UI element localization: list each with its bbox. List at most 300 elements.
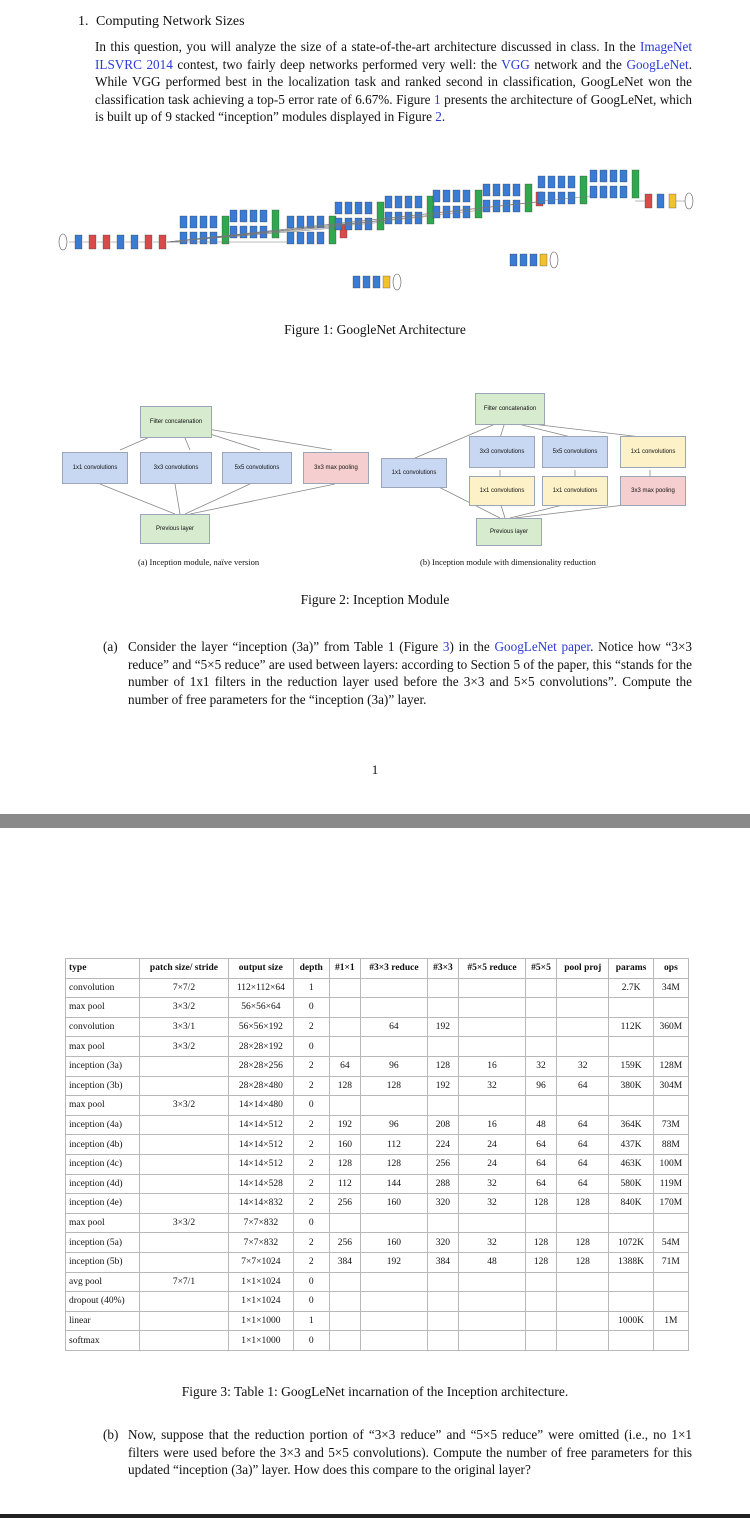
table-cell — [329, 1213, 361, 1233]
inception-conv — [190, 216, 197, 228]
reduced-1x1-before-5x5: 1x1 convolutions — [542, 476, 608, 506]
table-cell: 96 — [361, 1056, 428, 1076]
table-cell — [361, 1096, 428, 1116]
table-cell: 64 — [525, 1154, 557, 1174]
table-cell: 32 — [459, 1233, 526, 1253]
output-node — [685, 193, 693, 209]
inception-conv — [345, 202, 352, 214]
inception-conv — [297, 216, 304, 228]
table-cell: 170M — [653, 1194, 688, 1214]
table-cell: inception (3b) — [66, 1076, 140, 1096]
inception-concat — [580, 176, 587, 204]
naive-5x5-conv: 5x5 convolutions — [222, 452, 292, 484]
table-cell: inception (4b) — [66, 1135, 140, 1155]
figure3-ref[interactable]: 3 — [442, 639, 450, 654]
table-cell: 24 — [459, 1135, 526, 1155]
inception-conv — [415, 196, 422, 208]
inception-conv — [250, 226, 257, 238]
table-cell: avg pool — [66, 1272, 140, 1292]
reduced-previous-layer: Previous layer — [476, 518, 542, 546]
figure3-caption: Figure 3: Table 1: GoogLeNet incarnation of the Inception architecture. — [181, 1384, 569, 1399]
inception-conv — [483, 200, 490, 212]
table-cell: 71M — [653, 1252, 688, 1272]
inception-conv — [590, 186, 597, 198]
table-cell: 14×14×512 — [228, 1115, 293, 1135]
table-cell: 1 — [293, 978, 329, 998]
table-cell: 112K — [609, 1017, 653, 1037]
table-cell: 56×56×192 — [228, 1017, 293, 1037]
table-cell: 320 — [427, 1233, 459, 1253]
inception-conv — [453, 190, 460, 202]
table-cell: 32 — [557, 1056, 609, 1076]
inception-conv — [483, 184, 490, 196]
table-cell: 3×3/1 — [140, 1017, 229, 1037]
table-cell — [329, 1272, 361, 1292]
table-cell: 380K — [609, 1076, 653, 1096]
table-cell — [140, 1233, 229, 1253]
table-cell: 32 — [459, 1174, 526, 1194]
table-cell: 256 — [427, 1154, 459, 1174]
table-cell — [361, 998, 428, 1018]
reduced-3x3-conv: 3x3 convolutions — [469, 436, 535, 468]
table-cell — [329, 1037, 361, 1057]
part-b-text: Now, suppose that the reduction portion of “3×3 reduce” and “5×5 reduce” were omitted (i.e., no 1×1 filters were used before the 3×3 and 5×5 convolutions). Compute the number of free parameters for this updated “inception (3a)” layer. How does this compare to the original layer? — [128, 1427, 692, 1478]
table-cell — [459, 978, 526, 998]
table-cell: inception (5b) — [66, 1252, 140, 1272]
aux-layer — [510, 254, 517, 266]
table-cell — [361, 1213, 428, 1233]
table-cell — [427, 1311, 459, 1331]
table-cell — [525, 1311, 557, 1331]
figure1-caption: Figure 1: GoogleNet Architecture — [284, 322, 466, 337]
aux-output-node — [393, 274, 401, 290]
table-cell: 7×7/2 — [140, 978, 229, 998]
inception-concat — [222, 216, 229, 244]
table-cell: 64 — [557, 1135, 609, 1155]
table-cell: 320 — [427, 1194, 459, 1214]
table-cell: 128 — [361, 1154, 428, 1174]
table-cell: 1M — [653, 1311, 688, 1331]
table-cell: 128 — [329, 1076, 361, 1096]
table-cell: inception (4e) — [66, 1194, 140, 1214]
table-cell — [459, 1311, 526, 1331]
googlenet-table — [65, 958, 689, 1351]
table-cell — [140, 1311, 229, 1331]
table-cell: 128 — [525, 1233, 557, 1253]
stem-layer — [103, 235, 110, 249]
table-cell: 1072K — [609, 1233, 653, 1253]
final-avgpool — [645, 194, 652, 208]
table-header-cell: type — [66, 959, 140, 979]
googlenet-paper-link[interactable]: GoogLeNet paper — [494, 639, 591, 654]
table-cell — [427, 1331, 459, 1351]
table-cell — [140, 1135, 229, 1155]
table-cell — [459, 1272, 526, 1292]
table-cell — [140, 1194, 229, 1214]
table-cell: 0 — [293, 1331, 329, 1351]
table-header-cell: ops — [653, 959, 688, 979]
inception-conv — [385, 196, 392, 208]
table-cell: 1 — [293, 1311, 329, 1331]
inception-conv — [405, 196, 412, 208]
inception-conv — [250, 210, 257, 222]
aux-output-node — [550, 252, 558, 268]
table-cell: 3×3/2 — [140, 1096, 229, 1116]
table-cell — [557, 1037, 609, 1057]
bottom-edge — [0, 1514, 750, 1518]
inception-conv — [610, 170, 617, 182]
inception-conv — [453, 206, 460, 218]
stem-layer — [89, 235, 96, 249]
inception-conv — [395, 196, 402, 208]
table-cell — [140, 1331, 229, 1351]
table-cell — [361, 978, 428, 998]
table-cell: 2 — [293, 1017, 329, 1037]
table-cell: 0 — [293, 998, 329, 1018]
table-cell: 64 — [329, 1056, 361, 1076]
inception-conv — [443, 190, 450, 202]
inception-conv — [240, 210, 247, 222]
table-cell: 580K — [609, 1174, 653, 1194]
inception-conv — [600, 186, 607, 198]
inception-conv — [433, 190, 440, 202]
inception-conv — [620, 186, 627, 198]
table-cell: 24 — [459, 1154, 526, 1174]
figure1-ref[interactable]: 1 — [434, 91, 441, 107]
table-cell: dropout (40%) — [66, 1292, 140, 1312]
table-cell — [609, 1213, 653, 1233]
table-cell — [427, 1096, 459, 1116]
table-cell: 1×1×1000 — [228, 1311, 293, 1331]
table-cell — [361, 1272, 428, 1292]
inception-conv — [240, 226, 247, 238]
question-number: 1. — [78, 14, 89, 29]
table-cell — [329, 998, 361, 1018]
stem-layer — [145, 235, 152, 249]
table-cell: inception (4c) — [66, 1154, 140, 1174]
table-cell — [427, 1037, 459, 1057]
table-cell — [361, 1292, 428, 1312]
inception-conv — [568, 176, 575, 188]
table-row — [66, 1037, 689, 1057]
table-cell: 192 — [361, 1252, 428, 1272]
table-cell — [361, 1311, 428, 1331]
table-row — [66, 1292, 689, 1312]
table-cell — [361, 1331, 428, 1351]
table-cell: 384 — [329, 1252, 361, 1272]
aux-softmax — [540, 254, 547, 266]
table-cell: 128 — [525, 1194, 557, 1214]
inception-conv — [355, 202, 362, 214]
stem-layer — [131, 235, 138, 249]
inception-conv — [180, 216, 187, 228]
table-cell — [427, 978, 459, 998]
table-cell: 64 — [525, 1174, 557, 1194]
table-cell: 3×3/2 — [140, 1213, 229, 1233]
table-cell: 112×112×64 — [228, 978, 293, 998]
table-cell: 437K — [609, 1135, 653, 1155]
part-a-label: (a) — [103, 639, 118, 654]
table-cell: 64 — [525, 1135, 557, 1155]
table-cell — [329, 1096, 361, 1116]
figure2-caption: Figure 2: Inception Module — [300, 592, 450, 607]
table-cell: 192 — [427, 1076, 459, 1096]
table-cell — [329, 1292, 361, 1312]
table-cell: inception (4a) — [66, 1115, 140, 1135]
table-cell — [459, 998, 526, 1018]
table-cell — [140, 1076, 229, 1096]
part-b-label: (b) — [103, 1427, 119, 1442]
table-cell — [140, 1292, 229, 1312]
imagenet-link[interactable]: ImageNet ILSVRC 2014 — [95, 39, 692, 72]
table-cell: 7×7×832 — [228, 1213, 293, 1233]
table-cell: 128 — [525, 1252, 557, 1272]
table-cell: 128 — [361, 1076, 428, 1096]
table-cell: 3×3/2 — [140, 998, 229, 1018]
inception-conv — [513, 184, 520, 196]
googlenet-link[interactable]: GoogLeNet — [626, 56, 689, 72]
final-softmax — [669, 194, 676, 208]
table-cell: 14×14×528 — [228, 1174, 293, 1194]
reduced-max-pool: 3x3 max pooling — [620, 476, 686, 506]
table-cell: 16 — [459, 1115, 526, 1135]
table-cell: max pool — [66, 1037, 140, 1057]
table-cell: 1×1×1000 — [228, 1331, 293, 1351]
reduced-1x1-conv-left: 1x1 convolutions — [381, 458, 447, 488]
table-cell: convolution — [66, 978, 140, 998]
table-cell: 14×14×512 — [228, 1154, 293, 1174]
table-cell — [653, 1213, 688, 1233]
inception-conv — [538, 176, 545, 188]
table-cell — [329, 978, 361, 998]
table-cell: 2 — [293, 1076, 329, 1096]
table-cell — [427, 1272, 459, 1292]
naive-previous-layer: Previous layer — [140, 514, 210, 544]
aux-layer — [520, 254, 527, 266]
table-cell — [653, 1331, 688, 1351]
reduced-subcaption: (b) Inception module with dimensionality reduction — [420, 557, 596, 567]
inception-conv — [297, 232, 304, 244]
table-cell: 288 — [427, 1174, 459, 1194]
table-cell — [525, 1292, 557, 1312]
table-cell: inception (4d) — [66, 1174, 140, 1194]
table-cell: 7×7/1 — [140, 1272, 229, 1292]
inception-conv — [503, 200, 510, 212]
reduced-1x1-conv-right: 1x1 convolutions — [620, 436, 686, 468]
table-cell — [653, 1272, 688, 1292]
table-cell: 32 — [459, 1076, 526, 1096]
table-cell: 2.7K — [609, 978, 653, 998]
table-cell: 3×3/2 — [140, 1037, 229, 1057]
table-row — [66, 1017, 689, 1037]
table-cell — [459, 1213, 526, 1233]
input-node — [59, 234, 67, 250]
inception-conv — [287, 216, 294, 228]
inception-conv — [335, 202, 342, 214]
table-cell — [525, 978, 557, 998]
inception-conv — [200, 216, 207, 228]
table-cell: 2 — [293, 1194, 329, 1214]
table-row — [66, 1135, 689, 1155]
table-cell: 364K — [609, 1115, 653, 1135]
googlenet-table-container — [65, 958, 689, 1351]
table-cell: 7×7×1024 — [228, 1252, 293, 1272]
table-cell — [557, 1311, 609, 1331]
table-cell: 16 — [459, 1056, 526, 1076]
table-cell — [525, 998, 557, 1018]
table-cell — [525, 1331, 557, 1351]
table-cell — [557, 1331, 609, 1351]
reduced-5x5-conv: 5x5 convolutions — [542, 436, 608, 468]
table-cell: max pool — [66, 998, 140, 1018]
table-cell — [427, 1213, 459, 1233]
question-heading — [78, 14, 245, 30]
table-row — [66, 1233, 689, 1253]
table-cell: 128M — [653, 1056, 688, 1076]
inception-concat — [632, 170, 639, 198]
table-cell: 7×7×832 — [228, 1233, 293, 1253]
inception-concat — [272, 210, 279, 238]
table-cell — [609, 1331, 653, 1351]
inception-conv — [600, 170, 607, 182]
naive-subcaption: (a) Inception module, naïve version — [138, 557, 260, 567]
table-cell: 2 — [293, 1252, 329, 1272]
table-cell — [557, 1292, 609, 1312]
figure2-ref[interactable]: 2 — [435, 109, 442, 125]
table-header-cell: #1×1 — [329, 959, 361, 979]
table-header-cell: #3×3 reduce — [361, 959, 428, 979]
table-cell: 88M — [653, 1135, 688, 1155]
page-number: 1 — [371, 762, 379, 777]
table-header-cell: depth — [293, 959, 329, 979]
stem-layer — [117, 235, 124, 249]
inception-conv — [548, 176, 555, 188]
vgg-link[interactable]: VGG — [501, 56, 530, 72]
table-cell: 463K — [609, 1154, 653, 1174]
table-cell: 54M — [653, 1233, 688, 1253]
table-cell: 14×14×512 — [228, 1135, 293, 1155]
table-row — [66, 1076, 689, 1096]
table-cell: 160 — [361, 1194, 428, 1214]
table-cell: 0 — [293, 1213, 329, 1233]
inception-conv — [317, 232, 324, 244]
aux-layer — [373, 276, 380, 288]
table-cell: 384 — [427, 1252, 459, 1272]
stem-layer — [159, 235, 166, 249]
table-cell — [525, 1096, 557, 1116]
table-cell: 256 — [329, 1194, 361, 1214]
table-row — [66, 1096, 689, 1116]
table-cell: 192 — [329, 1115, 361, 1135]
table-cell — [459, 1037, 526, 1057]
table-cell — [459, 1017, 526, 1037]
table-cell: 1000K — [609, 1311, 653, 1331]
table-cell — [329, 1311, 361, 1331]
inception-conv — [365, 202, 372, 214]
table-cell: 64 — [557, 1154, 609, 1174]
table-cell: 119M — [653, 1174, 688, 1194]
table-cell — [140, 1056, 229, 1076]
table-cell: 32 — [459, 1194, 526, 1214]
stem-layer — [75, 235, 82, 249]
table-cell: 96 — [361, 1115, 428, 1135]
table-cell: 128 — [329, 1154, 361, 1174]
inception-conv — [433, 206, 440, 218]
table-cell — [459, 1292, 526, 1312]
table-cell: 2 — [293, 1056, 329, 1076]
table-cell: 32 — [525, 1056, 557, 1076]
table-cell: 160 — [329, 1135, 361, 1155]
page-separator — [0, 814, 750, 828]
table-header-cell: pool proj — [557, 959, 609, 979]
inception-conv — [538, 192, 545, 204]
table-cell: 2 — [293, 1154, 329, 1174]
table-cell: 304M — [653, 1076, 688, 1096]
table-cell: 48 — [525, 1115, 557, 1135]
table-row — [66, 1311, 689, 1331]
table-cell: 0 — [293, 1096, 329, 1116]
intro-paragraph: In this question, you will analyze the size of a state-of-the-art architecture discussed in class. In the ImageNet ILSVRC 2014 contest, two fairly deep networks performed very well: the VGG network and the GoogLeNet. While VGG performed best in the localization task and ranked second in classification, GoogLeNet won the classification task achieving a top-5 error rate of 6.67%. Figure 1 presents the architecture of GoogLeNet, which is built up of 9 stacked “inception” modules displayed in Figure 2. — [95, 39, 692, 125]
table-cell: 208 — [427, 1115, 459, 1135]
table-cell — [361, 1037, 428, 1057]
table-cell — [609, 1037, 653, 1057]
table-cell: 2 — [293, 1115, 329, 1135]
table-cell: 34M — [653, 978, 688, 998]
table-cell — [557, 1272, 609, 1292]
table-cell: 14×14×832 — [228, 1194, 293, 1214]
inception-conv — [230, 210, 237, 222]
inception-conv — [287, 232, 294, 244]
table-cell — [525, 1037, 557, 1057]
table-cell: 224 — [427, 1135, 459, 1155]
table-cell — [459, 1096, 526, 1116]
table-cell — [609, 1292, 653, 1312]
inception-conv — [260, 210, 267, 222]
inception-conv — [620, 170, 627, 182]
table-cell — [653, 998, 688, 1018]
reduced-1x1-before-3x3: 1x1 convolutions — [469, 476, 535, 506]
inception-conv — [503, 184, 510, 196]
inception-conv — [558, 176, 565, 188]
inception-conv — [415, 212, 422, 224]
table-cell — [427, 1292, 459, 1312]
inception-conv — [210, 216, 217, 228]
naive-3x3-conv: 3x3 convolutions — [140, 452, 212, 484]
table-cell: 0 — [293, 1037, 329, 1057]
table-cell — [653, 1292, 688, 1312]
table-cell: 64 — [557, 1115, 609, 1135]
reduced-filter-concat: Filter concatenation — [475, 393, 545, 425]
table-cell: 128 — [557, 1233, 609, 1253]
table-cell — [609, 1272, 653, 1292]
table-cell: 112 — [329, 1174, 361, 1194]
aux-layer — [353, 276, 360, 288]
table-cell — [653, 1037, 688, 1057]
table-cell: 1×1×1024 — [228, 1272, 293, 1292]
table-cell: 1×1×1024 — [228, 1292, 293, 1312]
table-cell: max pool — [66, 1096, 140, 1116]
inception-conv — [493, 184, 500, 196]
table-row — [66, 998, 689, 1018]
question-title: Computing Network Sizes — [96, 14, 245, 29]
table-row — [66, 1154, 689, 1174]
table-cell: inception (3a) — [66, 1056, 140, 1076]
table-cell: 0 — [293, 1292, 329, 1312]
table-cell: 64 — [557, 1076, 609, 1096]
final-fc — [657, 194, 664, 208]
part-a-text: Consider the layer “inception (3a)” from Table 1 (Figure 3) in the GoogLeNet paper. Notice how “3×3 reduce” and “5×5 reduce” are used between layers: according to Section 5 of the paper, this “stands for the number of 1x1 filters in the reduction layer used before the 3×3 and 5×5 convolutions”. Compute the number of free parameters for the “inception (3a)” layer. — [128, 639, 692, 707]
table-cell — [653, 1096, 688, 1116]
